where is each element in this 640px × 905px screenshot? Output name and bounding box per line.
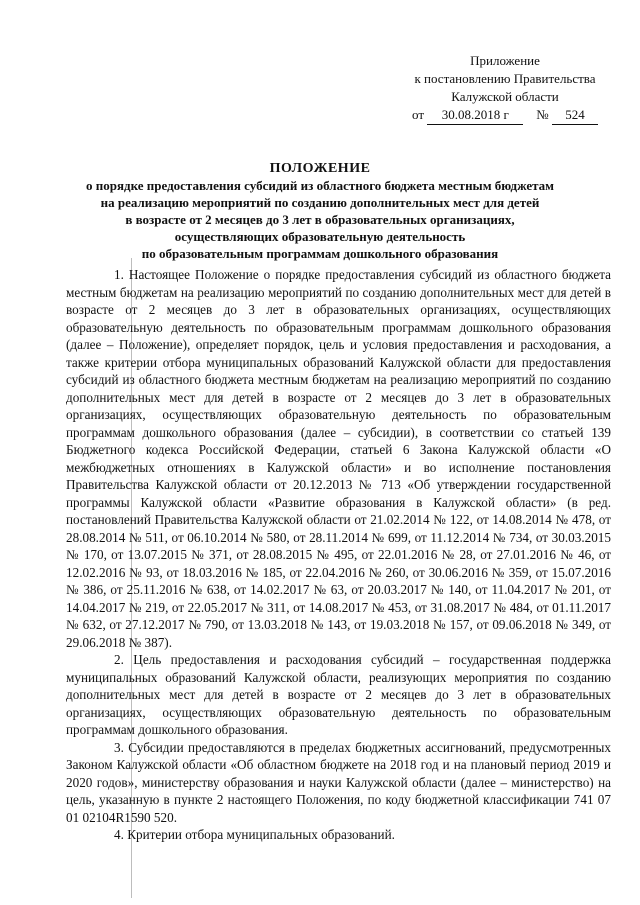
- title-line: осуществляющих образовательную деятельность: [174, 229, 466, 244]
- appendix-decree: к постановлению Правительства: [414, 71, 596, 86]
- decree-date: 30.08.2018 г: [427, 106, 523, 125]
- paragraph-1: 1. Настоящее Положение о порядке предоставления субсидий из областного бюджета местным бюджетам на реализацию мероприятий по созданию дополнительных мест для детей в возрасте от 2 месяцев до 3 лет в образовательных организациях, осуществляющих образовательную деятельность по образовательным программам дошкольного образования (далее – Положение), определяет порядок, цель и условия предоставления и расходования, а также критерии отбора муниципальных образований Калужской области для предоставления субсидий из областного бюджета местным бюджетам на реализацию мероприятий по созданию дополнительных мест для детей в возрасте от 2 месяцев до 3 лет в образовательных организациях, осуществляющих образовательную деятельность по образовательным программам дошкольного образования (далее – субсидии), в соответствии со статьей 139 Бюджетного кодекса Российской Федерации, статьей 6 Закона Калужской области «О межбюджетных отношениях в Калужской области» и во исполнение постановления Правительства Калужской области от 20.12.2013 № 713 «Об утверждении государственной программы Калужской области «Развитие образования в Калужской области» (в ред. постановлений Правительства Калужской области от 21.02.2014 № 122, от 14.08.2014 № 478, от 28.08.2014 № 511, от 06.10.2014 № 580, от 28.11.2014 № 699, от 11.12.2014 № 734, от 30.03.2015 № 170, от 13.07.2015 № 371, от 28.08.2015 № 495, от 22.01.2016 № 28, от 27.01.2016 № 46, от 12.02.2016 № 93, от 18.03.2016 № 185, от 22.04.2016 № 260, от 30.06.2016 № 359, от 15.07.2016 № 386, от 25.11.2016 № 638, от 14.02.2017 № 63, от 20.03.2017 № 140, от 11.04.2017 № 201, от 14.04.2017 № 219, от 22.05.2017 № 311, от 14.08.2017 № 453, от 31.08.2017 № 484, от 01.11.2017 № 632, от 27.12.2017 № 790, от 13.03.2018 № 143, от 19.03.2018 № 157, от 09.06.2018 № 349, от 29.06.2018 № 387).: [66, 267, 611, 650]
- document-body: [66, 266, 611, 844]
- appendix-date-number: [390, 106, 620, 124]
- title-line: в возрасте от 2 месяцев до 3 лет в образовательных организациях,: [125, 212, 515, 227]
- decree-number: 524: [552, 106, 598, 125]
- title-line: на реализацию мероприятий по созданию дополнительных мест для детей: [100, 195, 540, 210]
- appendix-region: Калужской области: [451, 89, 559, 104]
- paragraph-4: 4. Критерии отбора муниципальных образований.: [114, 827, 395, 842]
- from-label: от: [412, 107, 425, 122]
- appendix-label: Приложение: [470, 53, 540, 68]
- title-heading: ПОЛОЖЕНИЕ: [269, 161, 371, 176]
- document-title: [60, 160, 580, 262]
- paragraph-3: 3. Субсидии предоставляются в пределах бюджетных ассигнований, предусмотренных Законом Калужской области «Об областном бюджете на 2018 год и на плановый период 2019 и 2020 годов», министерству образования и науки Калужской области (далее – министерство) на цель, указанную в пункте 2 настоящего Положения, по коду бюджетной классификации 741 07 01 02104R1590 520.: [66, 739, 611, 825]
- title-line: о порядке предоставления субсидий из областного бюджета местным бюджетам: [85, 178, 555, 193]
- title-line: по образовательным программам дошкольного образования: [141, 246, 499, 261]
- paragraph-2: 2. Цель предоставления и расходования субсидий – государственная поддержка муниципальных образований Калужской области, реализующих мероприятия по созданию дополнительных мест для детей в возрасте от 2 месяцев до 3 лет в образовательных организациях, осуществляющих образовательную деятельность по образовательным программам дошкольного образования.: [66, 652, 611, 737]
- number-label: №: [536, 107, 549, 122]
- appendix-block: [390, 52, 620, 124]
